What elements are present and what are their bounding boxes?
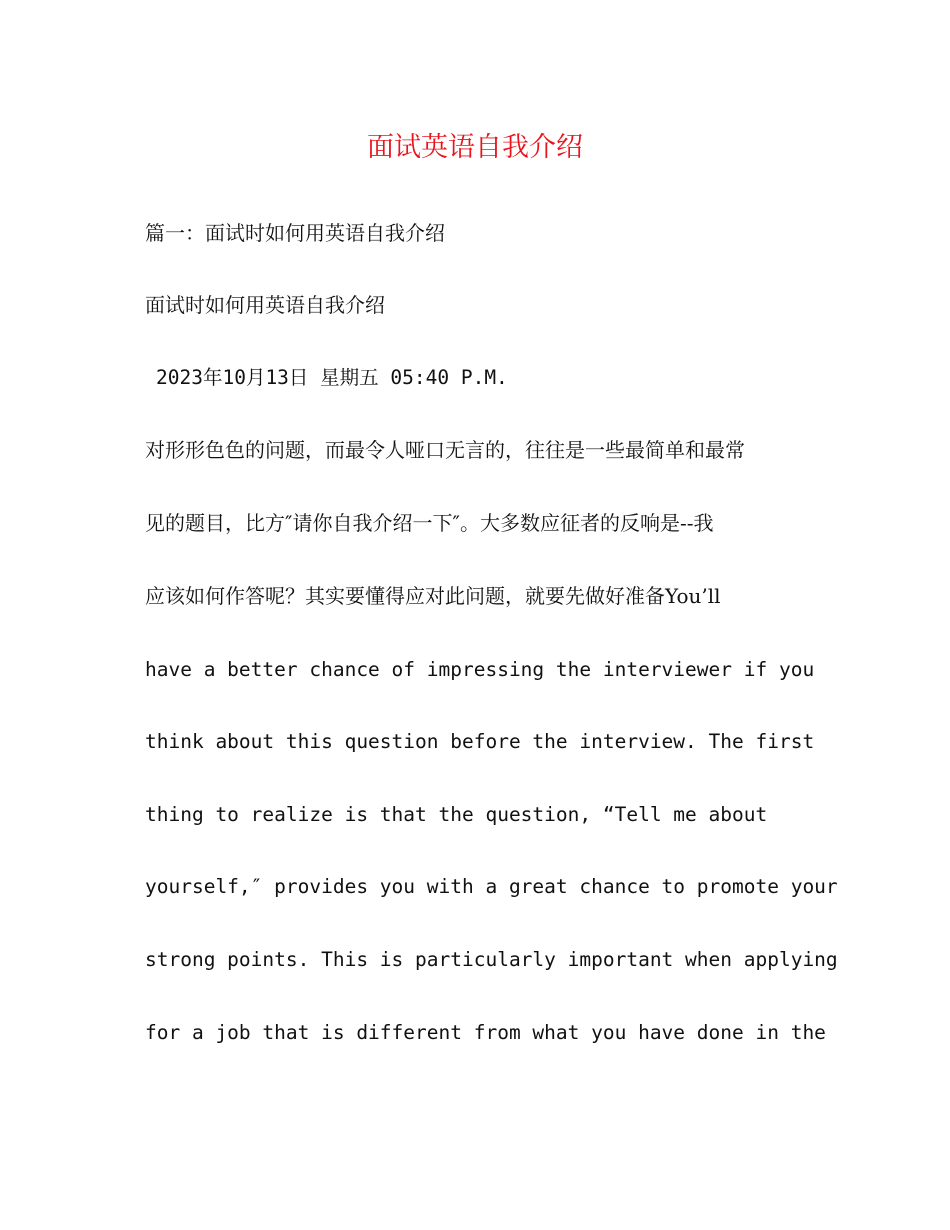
body-line: thing to realize is that the question, “Tell me about [145,803,768,826]
subheading: 面试时如何用英语自我介绍 [145,293,385,317]
body-line: 应该如何作答呢？其实要懂得应对此问题，就要先做好准备You’ll [145,584,721,608]
section-heading: 篇一：面试时如何用英语自我介绍 [145,221,445,245]
date-line: 2023年10月13日 星期五 05:40 P.M. [156,366,508,389]
body-line: for a job that is different from what you have done in the [145,1021,826,1044]
body-line: strong points. This is particularly important when applying [145,948,838,971]
body-line: 见的题目，比方″请你自我介绍一下″。大多数应征者的反响是--我 [145,511,714,535]
body-line: think about this question before the interview. The first [145,730,815,753]
document-title: 面试英语自我介绍 [367,132,583,163]
body-line: have a better chance of impressing the interviewer if you [145,658,815,681]
body-line: 对形形色色的问题，而最令人哑口无言的，往往是一些最简单和最常 [145,438,745,462]
body-line: yourself,″ provides you with a great chance to promote your [145,875,838,898]
